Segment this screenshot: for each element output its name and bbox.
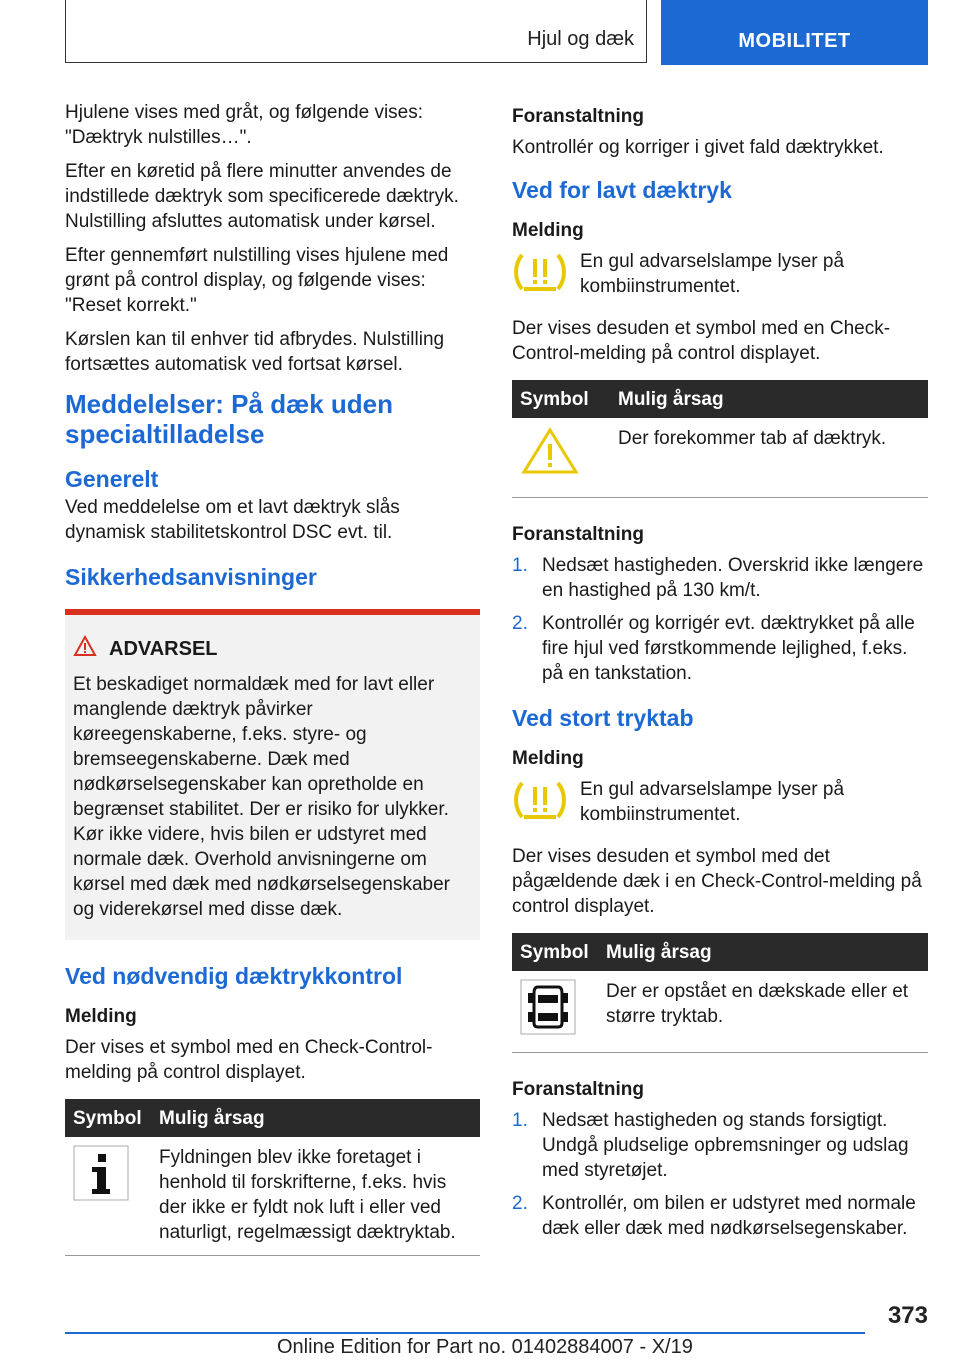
tire-pressure-lamp-icon (512, 777, 570, 832)
col-symbol: Symbol (65, 1099, 151, 1137)
heading-noedvendig: Ved nødvendig dæktrykkontrol (65, 963, 403, 989)
chapter-title: MOBILITET (738, 30, 851, 52)
paragraph: Ved meddelelse om et lavt dæktryk slås dynamisk stabilitetskontrol DSC evt. til. (65, 497, 400, 543)
table-row (65, 1137, 480, 1256)
cause-cell: Der er opstået en dækskade eller et større tryktab. (598, 971, 928, 1053)
paragraph: Kontrollér og korriger i givet fald dæktrykket. (512, 137, 884, 158)
warning-text: Et beskadiget normaldæk med for lavt eller manglende dæktryk påvirker køreegenskaberne, f.eks. styre- og bremseegenskaberne. Dæk med nødkørselsegenskaber kan opretholde en begrænset stabilitet. Der er risiko for ulykker. Kør ikke videre, hvis bilen er udstyret med normale dæk. Overhold anvisningerne om kørsel med dæk med nødkørselsegenskaber og viderekørsel med disse dæk. (73, 674, 450, 920)
footer-text: Online Edition for Part no. 01402884007 - X/19 (277, 1336, 693, 1358)
section-title: Hjul og dæk (527, 28, 634, 50)
warning-triangle-icon (520, 460, 580, 481)
symbol-table (512, 933, 928, 1053)
paragraph: Hjulene vises med gråt, og følgende vises: "Dæktryk nulstilles…". (65, 102, 424, 148)
lamp-message-text: En gul advarselslampe lyser på kombiinstrumentet. (580, 251, 845, 297)
warning-header (73, 635, 470, 664)
tire-pressure-lamp-icon (512, 249, 570, 304)
symbol-cell (65, 1137, 151, 1256)
warning-triangle-icon (73, 635, 97, 664)
heading-stort: Ved stort tryktab (512, 705, 694, 731)
paragraph: Der vises desuden et symbol med det pågældende dæk i en Check-Control-melding på control displayet. (512, 846, 922, 917)
table-row (512, 971, 928, 1053)
paragraph: Efter gennemført nulstilling vises hjulene med grønt på control display, og følgende vises: "Reset korrekt." (65, 245, 449, 316)
list-item: 1. Nedsæt hastigheden og stands forsigtigt. Undgå pludselige opbremsninger og udslag med styretøjet. (512, 1110, 909, 1181)
paragraph: Der vises et symbol med en Check-Control-melding på control displayet. (65, 1037, 433, 1083)
cause-cell: Fyldningen blev ikke foretaget i henhold til forskrifterne, f.eks. hvis der ikke er fyldt nok luft i eller ved naturligt, regelmæssigt dæktryktab. (151, 1137, 480, 1256)
info-icon (73, 1185, 129, 1206)
section-tab (65, 0, 647, 63)
list-item: 2. Kontrollér og korrigér evt. dæktrykket på alle fire hjul ved førstkommende lejlighed, f.eks. på en tankstation. (512, 613, 915, 684)
heading-melding: Melding (512, 220, 584, 241)
heading-melding: Melding (512, 748, 584, 769)
heading-foranstaltning: Foranstaltning (512, 1079, 644, 1100)
warning-box (65, 609, 480, 940)
table-row (512, 418, 928, 498)
col-symbol: Symbol (512, 933, 598, 971)
footer-divider (65, 1332, 865, 1334)
chapter-tab (661, 0, 928, 65)
paragraph: Kørslen kan til enhver tid afbrydes. Nulstilling fortsættes automatisk ved fortsat kørsel. (65, 329, 445, 375)
symbol-cell (512, 418, 610, 498)
heading-foranstaltning: Foranstaltning (512, 524, 644, 545)
symbol-table (65, 1099, 480, 1256)
left-column (65, 100, 480, 1256)
right-column (512, 100, 928, 1249)
car-tire-damage-icon (520, 1019, 576, 1040)
heading-meddelelser: Meddelelser: På dæk uden specialtilladelse (65, 389, 393, 449)
lamp-message (512, 777, 928, 832)
col-cause: Mulig årsag (151, 1099, 480, 1137)
heading-lavt: Ved for lavt dæktryk (512, 177, 732, 203)
lamp-message-text: En gul advarselslampe lyser på kombiinstrumentet. (580, 779, 845, 825)
warning-title: ADVARSEL (109, 638, 218, 660)
heading-generelt: Generelt (65, 466, 159, 492)
page-number: 373 (887, 1302, 928, 1329)
col-cause: Mulig årsag (610, 380, 928, 418)
paragraph: Der vises desuden et symbol med en Check-Control-melding på control displayet. (512, 318, 891, 364)
heading-melding: Melding (65, 1006, 137, 1027)
col-cause: Mulig årsag (598, 933, 928, 971)
list-item: 1. Nedsæt hastigheden. Overskrid ikke længere en hastighed på 130 km/t. (512, 555, 924, 601)
lamp-message (512, 249, 928, 304)
col-symbol: Symbol (512, 380, 610, 418)
list-item: 2. Kontrollér, om bilen er udstyret med normale dæk eller dæk med nødkørselsegenskaber. (512, 1193, 916, 1239)
cause-cell: Der forekommer tab af dæktryk. (610, 418, 928, 498)
paragraph: Efter en køretid på flere minutter anvendes de indstillede dæktryk som specificerede dæktryk. Nulstilling afsluttes automatisk under kørsel. (65, 161, 459, 232)
page-header (65, 0, 928, 65)
symbol-cell (512, 971, 598, 1053)
heading-sikkerhed: Sikkerhedsanvisninger (65, 564, 317, 590)
symbol-table (512, 380, 928, 498)
steps-list (512, 553, 928, 686)
heading-foranstaltning: Foranstaltning (512, 106, 644, 127)
steps-list (512, 1108, 928, 1241)
